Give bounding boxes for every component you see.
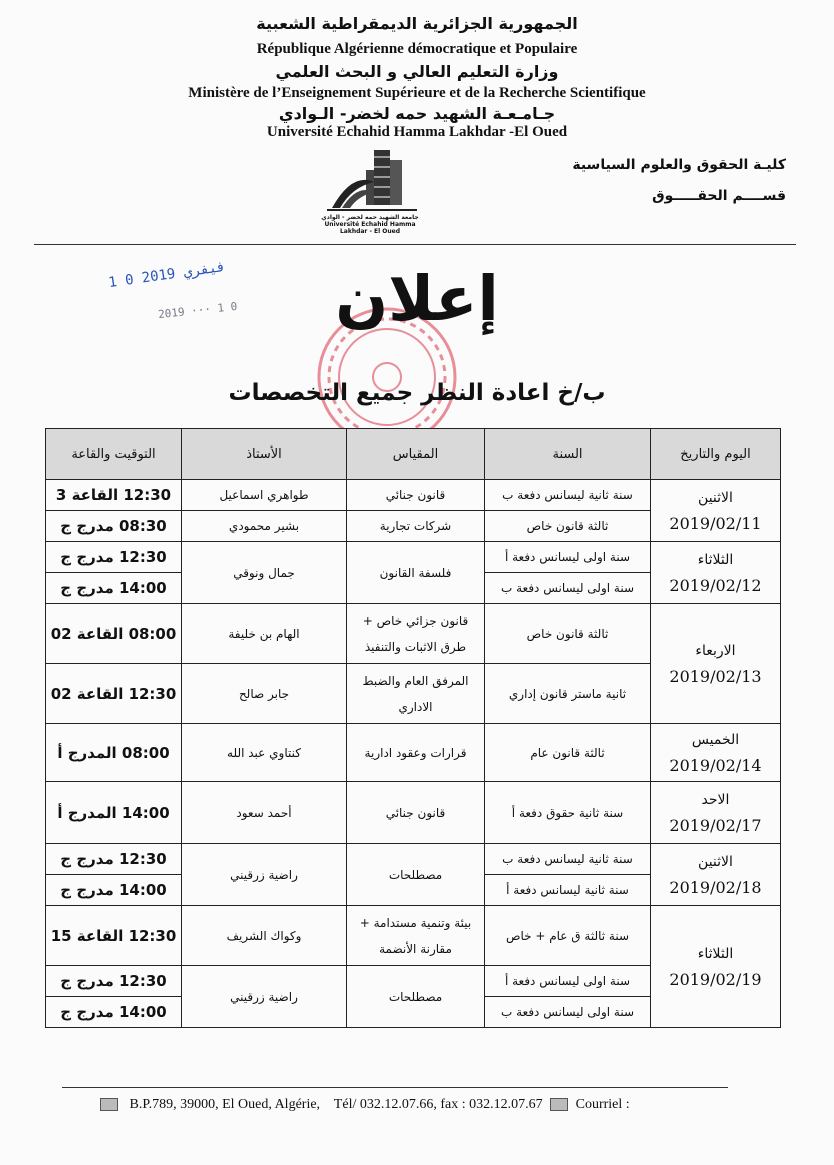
footer-contact bbox=[100, 1097, 630, 1113]
professor-cell: الهام بن خليفة bbox=[182, 604, 347, 664]
header-day: اليوم والتاريخ bbox=[651, 429, 781, 480]
year-cell: سنة ثانية ليسانس دفعة ب bbox=[485, 480, 651, 511]
day-cell bbox=[651, 604, 781, 724]
year-cell: ثانية ماستر قانون إداري bbox=[485, 664, 651, 724]
time-cell: 12:30 مدرج ج bbox=[46, 542, 182, 573]
mailbox-icon bbox=[100, 1098, 118, 1111]
day-name: الاربعاء bbox=[695, 642, 736, 659]
year-cell: سنة ثانية ليسانس دفعة أ bbox=[485, 875, 651, 906]
logo-caption bbox=[320, 214, 420, 235]
header-module: المقياس bbox=[347, 429, 485, 480]
header-university-fr: Université Echahid Hamma Lakhdar -El Oued bbox=[266, 124, 568, 140]
day-name: الاثنين bbox=[698, 853, 733, 870]
email-icon bbox=[550, 1098, 568, 1111]
received-date-stamp: 1 0 فيفري 2019 bbox=[107, 258, 227, 292]
day-name: الثلاثاء bbox=[697, 945, 734, 962]
time-cell: 12:30 مدرج ج bbox=[46, 966, 182, 997]
day-cell bbox=[651, 782, 781, 844]
year-cell: سنة اولى ليسانس دفعة ب bbox=[485, 997, 651, 1028]
professor-cell: راضية زرقيني bbox=[182, 844, 347, 906]
day-date: 2019/02/12 bbox=[669, 575, 762, 595]
header-republic-fr: République Algérienne démocratique et Populaire bbox=[256, 41, 578, 57]
time-cell: 12:30 القاعة 02 bbox=[46, 664, 182, 724]
table-row bbox=[46, 906, 781, 966]
header-year: السنة bbox=[485, 429, 651, 480]
header-ministry-fr: Ministère de l’Enseignement Supérieure et de la Recherche Scientifique bbox=[188, 85, 646, 101]
day-cell bbox=[651, 906, 781, 1028]
announcement-subtitle: ب/خ اعادة النظر جميع التخصصات bbox=[228, 380, 606, 406]
day-date: 2019/02/13 bbox=[669, 666, 762, 686]
year-cell: سنة اولى ليسانس دفعة ب bbox=[485, 573, 651, 604]
table-row bbox=[46, 604, 781, 664]
year-cell: ثالثة قانون خاص bbox=[485, 511, 651, 542]
footer-phone: Tél/ 032.12.07.66, fax : 032.12.07.67 bbox=[333, 1097, 543, 1112]
time-cell: 14:00 مدرج ج bbox=[46, 875, 182, 906]
time-cell: 14:00 مدرج ج bbox=[46, 997, 182, 1028]
day-date: 2019/02/11 bbox=[669, 513, 762, 533]
day-date: 2019/02/18 bbox=[669, 877, 762, 897]
day-date: 2019/02/17 bbox=[669, 815, 762, 835]
header-time: التوقيت والقاعة bbox=[46, 429, 182, 480]
time-cell: 08:30 مدرج ج bbox=[46, 511, 182, 542]
year-cell: سنة ثالثة ق عام + خاص bbox=[485, 906, 651, 966]
module-cell: مصطلحات bbox=[347, 844, 485, 906]
day-cell bbox=[651, 480, 781, 542]
module-cell: شركات تجارية bbox=[347, 511, 485, 542]
logo-caption-ar: جامعة الشهيد حمه لخضر - الوادي bbox=[321, 214, 419, 221]
footer-email-label: Courriel : bbox=[575, 1097, 630, 1112]
day-name: الاحد bbox=[701, 791, 730, 808]
day-name: الخميس bbox=[691, 731, 740, 748]
day-date: 2019/02/19 bbox=[669, 969, 762, 989]
announcement-title: إعلان bbox=[335, 262, 499, 335]
time-cell: 08:00 المدرج أ bbox=[46, 724, 182, 782]
department-name: قســــم الحقـــــوق bbox=[652, 188, 786, 204]
table-row bbox=[46, 844, 781, 875]
header-divider bbox=[34, 244, 796, 245]
header-university-ar: جـامـعـة الشهيد حمه لخضر- الـوادي bbox=[278, 104, 556, 123]
module-cell: قانون جنائي bbox=[347, 480, 485, 511]
year-cell: سنة اولى ليسانس دفعة أ bbox=[485, 966, 651, 997]
table-row bbox=[46, 542, 781, 573]
module-cell: فلسفة القانون bbox=[347, 542, 485, 604]
day-name: الثلاثاء bbox=[697, 551, 734, 568]
time-cell: 12:30 القاعة 3 bbox=[46, 480, 182, 511]
professor-cell: بشير محمودي bbox=[182, 511, 347, 542]
module-cell: قانون جزائي خاص + طرق الاثبات والتنفيذ bbox=[347, 604, 485, 664]
module-cell: بيئة وتنمية مستدامة + مقارنة الأنضمة bbox=[347, 906, 485, 966]
day-date: 2019/02/14 bbox=[669, 755, 762, 775]
professor-cell: كنتاوي عبد الله bbox=[182, 724, 347, 782]
time-cell: 12:30 مدرج ج bbox=[46, 844, 182, 875]
module-cell: قانون جنائي bbox=[347, 782, 485, 844]
table-row bbox=[46, 782, 781, 844]
module-cell: قرارات وعقود ادارية bbox=[347, 724, 485, 782]
time-cell: 12:30 القاعة 15 bbox=[46, 906, 182, 966]
footer-divider bbox=[62, 1087, 728, 1088]
module-cell: مصطلحات bbox=[347, 966, 485, 1028]
day-name: الاثنين bbox=[698, 489, 733, 506]
table-row bbox=[46, 724, 781, 782]
footer-address: B.P.789, 39000, El Oued, Algérie, bbox=[129, 1097, 321, 1112]
day-cell bbox=[651, 542, 781, 604]
year-cell: سنة اولى ليسانس دفعة أ bbox=[485, 542, 651, 573]
professor-cell: جمال ونوقي bbox=[182, 542, 347, 604]
header-republic-ar: الجمهورية الجزائرية الديمقراطية الشعبية bbox=[256, 14, 578, 33]
header-professor: الأستاذ bbox=[182, 429, 347, 480]
professor-cell: طواهري اسماعيل bbox=[182, 480, 347, 511]
table-row bbox=[46, 480, 781, 511]
day-cell bbox=[651, 724, 781, 782]
day-cell bbox=[651, 844, 781, 906]
faculty-name: كليـة الحقوق والعلوم السياسية bbox=[572, 157, 786, 173]
professor-cell: راضية زرقيني bbox=[182, 966, 347, 1028]
module-cell: المرفق العام والضبط الاداري bbox=[347, 664, 485, 724]
time-cell: 14:00 مدرج ج bbox=[46, 573, 182, 604]
year-cell: سنة ثانية ليسانس دفعة ب bbox=[485, 844, 651, 875]
time-cell: 08:00 القاعة 02 bbox=[46, 604, 182, 664]
table-header-row bbox=[46, 429, 781, 480]
exam-schedule-table bbox=[45, 428, 781, 1028]
year-cell: ثالثة قانون عام bbox=[485, 724, 651, 782]
professor-cell: جابر صالح bbox=[182, 664, 347, 724]
header-ministry-ar: وزارة التعليم العالي و البحث العلمي bbox=[275, 62, 559, 81]
logo-caption-fr: Université Echahid Hamma Lakhdar - El Oued bbox=[324, 221, 416, 235]
time-cell: 14:00 المدرج أ bbox=[46, 782, 182, 844]
faded-date-stamp: 2019 ··· 1 0 bbox=[157, 299, 238, 322]
professor-cell: أحمد سعود bbox=[182, 782, 347, 844]
year-cell: سنة ثانية حقوق دفعة أ bbox=[485, 782, 651, 844]
year-cell: ثالثة قانون خاص bbox=[485, 604, 651, 664]
professor-cell: وكواك الشريف bbox=[182, 906, 347, 966]
